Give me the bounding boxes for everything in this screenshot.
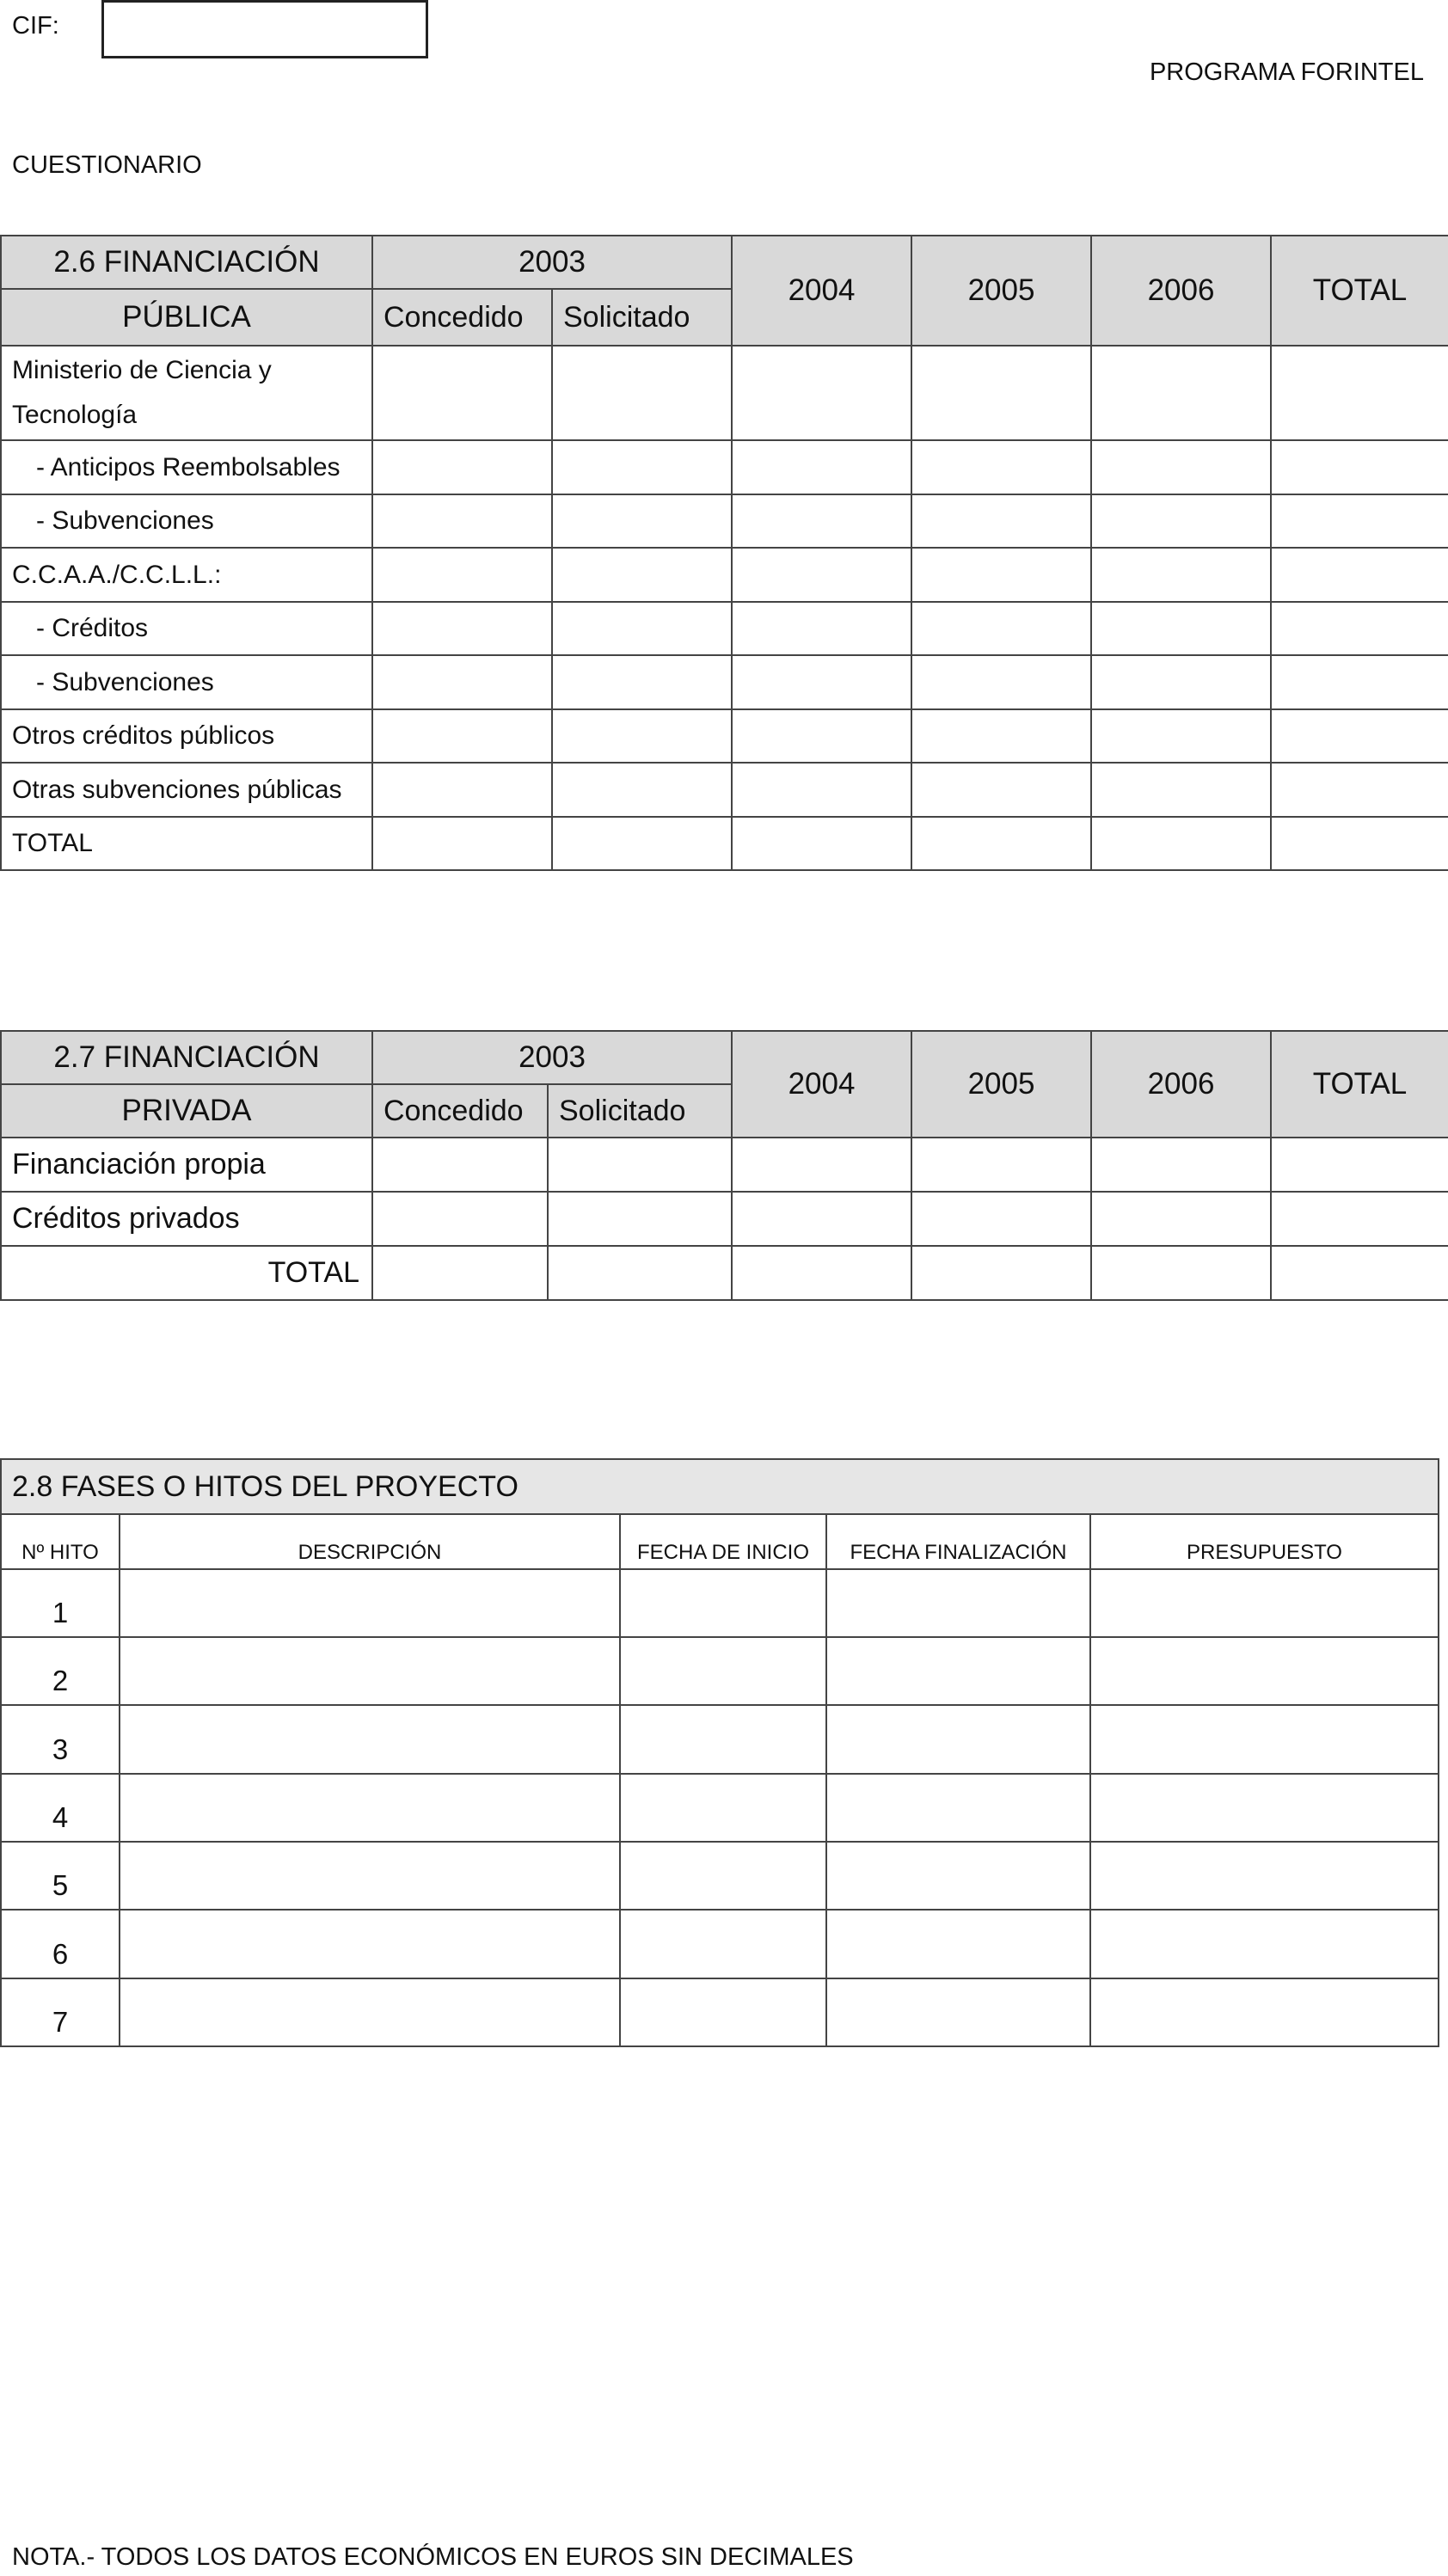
cell[interactable] <box>1091 1246 1271 1300</box>
cell[interactable] <box>1091 346 1271 440</box>
table-row <box>1 817 1448 870</box>
cell[interactable] <box>732 440 911 494</box>
cell[interactable] <box>1091 494 1271 548</box>
privada-year-2005: 2005 <box>911 1031 1091 1138</box>
cell[interactable] <box>1090 1637 1439 1705</box>
cell[interactable] <box>548 1138 732 1192</box>
publica-title-line1: 2.6 FINANCIACIÓN <box>1 236 372 289</box>
cell[interactable] <box>911 602 1091 655</box>
cell[interactable] <box>1271 548 1448 602</box>
cell[interactable] <box>548 1192 732 1246</box>
cell[interactable] <box>552 602 732 655</box>
privada-solicitado: Solicitado <box>548 1084 732 1138</box>
cell[interactable] <box>826 1774 1090 1842</box>
hito-number: 4 <box>1 1774 120 1842</box>
hito-number: 2 <box>1 1637 120 1705</box>
cell[interactable] <box>120 1637 620 1705</box>
table-row <box>1 1978 1439 2046</box>
program-title: PROGRAMA FORINTEL <box>1149 58 1424 86</box>
cell[interactable] <box>911 763 1091 817</box>
cell[interactable] <box>620 1637 826 1705</box>
publica-concedido: Concedido <box>372 289 552 346</box>
table-row <box>1 1569 1439 1637</box>
fases-table <box>0 1458 1439 2047</box>
table-row <box>1 1246 1448 1300</box>
cell[interactable] <box>911 817 1091 870</box>
publica-solicitado: Solicitado <box>552 289 732 346</box>
cell[interactable] <box>826 1705 1090 1774</box>
cell[interactable] <box>552 440 732 494</box>
publica-year-2004: 2004 <box>732 236 911 346</box>
table-row <box>1 1910 1439 1978</box>
cell[interactable] <box>1091 602 1271 655</box>
cell[interactable] <box>548 1246 732 1300</box>
privada-concedido: Concedido <box>372 1084 548 1138</box>
table-row <box>1 346 1448 440</box>
cell[interactable] <box>620 1978 826 2046</box>
cell[interactable] <box>552 494 732 548</box>
cell[interactable] <box>620 1774 826 1842</box>
cell[interactable] <box>732 1246 911 1300</box>
cell[interactable] <box>1091 709 1271 763</box>
table-row <box>1 494 1448 548</box>
cell[interactable] <box>1271 763 1448 817</box>
cell[interactable] <box>552 763 732 817</box>
cell[interactable] <box>911 346 1091 440</box>
hito-number: 3 <box>1 1705 120 1774</box>
table-row <box>1 440 1448 494</box>
cell[interactable] <box>120 1774 620 1842</box>
cell[interactable] <box>826 1978 1090 2046</box>
hito-number: 5 <box>1 1842 120 1910</box>
cell[interactable] <box>911 655 1091 709</box>
cell[interactable] <box>552 709 732 763</box>
table-row <box>1 1192 1448 1246</box>
privada-title-line1: 2.7 FINANCIACIÓN <box>1 1031 372 1084</box>
row-label: TOTAL <box>1 1246 372 1300</box>
financiacion-privada-table <box>0 1030 1448 1301</box>
publica-total-header: TOTAL <box>1271 236 1448 346</box>
col-header-descripcion: DESCRIPCIÓN <box>120 1514 620 1569</box>
cell[interactable] <box>826 1569 1090 1637</box>
row-label-line1: Ministerio de Ciencia y <box>12 356 272 384</box>
cell[interactable] <box>1271 602 1448 655</box>
cell[interactable] <box>120 1705 620 1774</box>
cell[interactable] <box>911 548 1091 602</box>
privada-total-header: TOTAL <box>1271 1031 1448 1138</box>
cell[interactable] <box>911 1192 1091 1246</box>
cell[interactable] <box>120 1842 620 1910</box>
cell[interactable] <box>120 1978 620 2046</box>
cell[interactable] <box>372 1192 548 1246</box>
cif-field[interactable] <box>101 0 428 58</box>
privada-title-line2: PRIVADA <box>1 1084 372 1138</box>
cell[interactable] <box>372 602 552 655</box>
row-label: Créditos privados <box>1 1192 372 1246</box>
cell[interactable] <box>1090 1978 1439 2046</box>
cell[interactable] <box>1091 817 1271 870</box>
row-label-line2: Tecnología <box>12 401 138 429</box>
row-label: Otras subvenciones públicas <box>1 763 372 817</box>
cell[interactable] <box>911 1138 1091 1192</box>
cell[interactable] <box>1271 817 1448 870</box>
cell[interactable] <box>620 1705 826 1774</box>
table-row <box>1 763 1448 817</box>
table-row <box>1 1705 1439 1774</box>
privada-year-2006: 2006 <box>1091 1031 1271 1138</box>
row-label: C.C.A.A./C.C.L.L.: <box>1 548 372 602</box>
cell[interactable] <box>1090 1705 1439 1774</box>
cell[interactable] <box>1091 1138 1271 1192</box>
cell[interactable] <box>1090 1569 1439 1637</box>
footer-note: NOTA.- TODOS LOS DATOS ECONÓMICOS EN EUROS SIN DECIMALES <box>12 2543 854 2571</box>
col-header-presupuesto: PRESUPUESTO <box>1090 1514 1439 1569</box>
cell[interactable] <box>826 1910 1090 1978</box>
table-row <box>1 1138 1448 1192</box>
cell[interactable] <box>372 346 552 440</box>
cell[interactable] <box>1271 440 1448 494</box>
table-row <box>1 1774 1439 1842</box>
cell[interactable] <box>1090 1910 1439 1978</box>
cell[interactable] <box>911 709 1091 763</box>
publica-year-2006: 2006 <box>1091 236 1271 346</box>
publica-title-line2: PÚBLICA <box>1 289 372 346</box>
cell[interactable] <box>1091 1192 1271 1246</box>
cell[interactable] <box>732 763 911 817</box>
cell[interactable] <box>552 346 732 440</box>
cell[interactable] <box>1271 346 1448 440</box>
row-label: - Subvenciones <box>1 494 372 548</box>
privada-year-2003: 2003 <box>372 1031 732 1084</box>
cell[interactable] <box>372 763 552 817</box>
cell[interactable] <box>1091 440 1271 494</box>
table-row <box>1 1637 1439 1705</box>
cell[interactable] <box>372 655 552 709</box>
cell[interactable] <box>552 655 732 709</box>
publica-year-2005: 2005 <box>911 236 1091 346</box>
cell[interactable] <box>826 1842 1090 1910</box>
cell[interactable] <box>732 655 911 709</box>
cell[interactable] <box>911 440 1091 494</box>
row-label: - Anticipos Reembolsables <box>1 440 372 494</box>
cell[interactable] <box>1091 763 1271 817</box>
cell[interactable] <box>1091 655 1271 709</box>
cell[interactable] <box>732 602 911 655</box>
cell[interactable] <box>1271 655 1448 709</box>
table-row <box>1 602 1448 655</box>
cell[interactable] <box>911 1246 1091 1300</box>
publica-year-2003: 2003 <box>372 236 732 289</box>
cell[interactable] <box>372 548 552 602</box>
cell[interactable] <box>1090 1842 1439 1910</box>
cell[interactable] <box>732 709 911 763</box>
cell[interactable] <box>1271 709 1448 763</box>
cell[interactable] <box>120 1910 620 1978</box>
cell[interactable] <box>620 1569 826 1637</box>
cell[interactable] <box>732 346 911 440</box>
cell[interactable] <box>732 1192 911 1246</box>
row-label: - Créditos <box>1 602 372 655</box>
cell[interactable] <box>1271 1138 1448 1192</box>
cell[interactable] <box>552 548 732 602</box>
row-label: Financiación propia <box>1 1138 372 1192</box>
cell[interactable] <box>1271 1246 1448 1300</box>
cell[interactable] <box>620 1842 826 1910</box>
hito-number: 7 <box>1 1978 120 2046</box>
hito-number: 6 <box>1 1910 120 1978</box>
cell[interactable] <box>732 494 911 548</box>
cell[interactable] <box>372 1138 548 1192</box>
col-header-hito: Nº HITO <box>1 1514 120 1569</box>
cell[interactable] <box>1271 494 1448 548</box>
hito-number: 1 <box>1 1569 120 1637</box>
table-row <box>1 1842 1439 1910</box>
cell[interactable] <box>372 440 552 494</box>
cell[interactable] <box>1090 1774 1439 1842</box>
cell[interactable] <box>372 1246 548 1300</box>
privada-year-2004: 2004 <box>732 1031 911 1138</box>
row-label: TOTAL <box>1 817 372 870</box>
cell[interactable] <box>1091 548 1271 602</box>
col-header-fecha-inicio: FECHA DE INICIO <box>620 1514 826 1569</box>
cell[interactable] <box>732 548 911 602</box>
cell[interactable] <box>732 1138 911 1192</box>
cell[interactable] <box>372 494 552 548</box>
col-header-fecha-fin: FECHA FINALIZACIÓN <box>826 1514 1090 1569</box>
cell[interactable] <box>911 494 1091 548</box>
table-row <box>1 709 1448 763</box>
table-row <box>1 655 1448 709</box>
cell[interactable] <box>372 709 552 763</box>
cif-input[interactable] <box>104 3 426 56</box>
section-title: CUESTIONARIO <box>12 151 202 179</box>
cif-label: CIF: <box>12 12 59 40</box>
cell[interactable] <box>732 817 911 870</box>
cell[interactable] <box>372 817 552 870</box>
cell[interactable] <box>620 1910 826 1978</box>
row-label: Otros créditos públicos <box>1 709 372 763</box>
row-label <box>1 346 372 440</box>
cell[interactable] <box>120 1569 620 1637</box>
cell[interactable] <box>552 817 732 870</box>
cell[interactable] <box>1271 1192 1448 1246</box>
financiacion-publica-table <box>0 235 1448 871</box>
table-row <box>1 548 1448 602</box>
cell[interactable] <box>826 1637 1090 1705</box>
fases-title: 2.8 FASES O HITOS DEL PROYECTO <box>1 1459 1439 1514</box>
row-label: - Subvenciones <box>1 655 372 709</box>
